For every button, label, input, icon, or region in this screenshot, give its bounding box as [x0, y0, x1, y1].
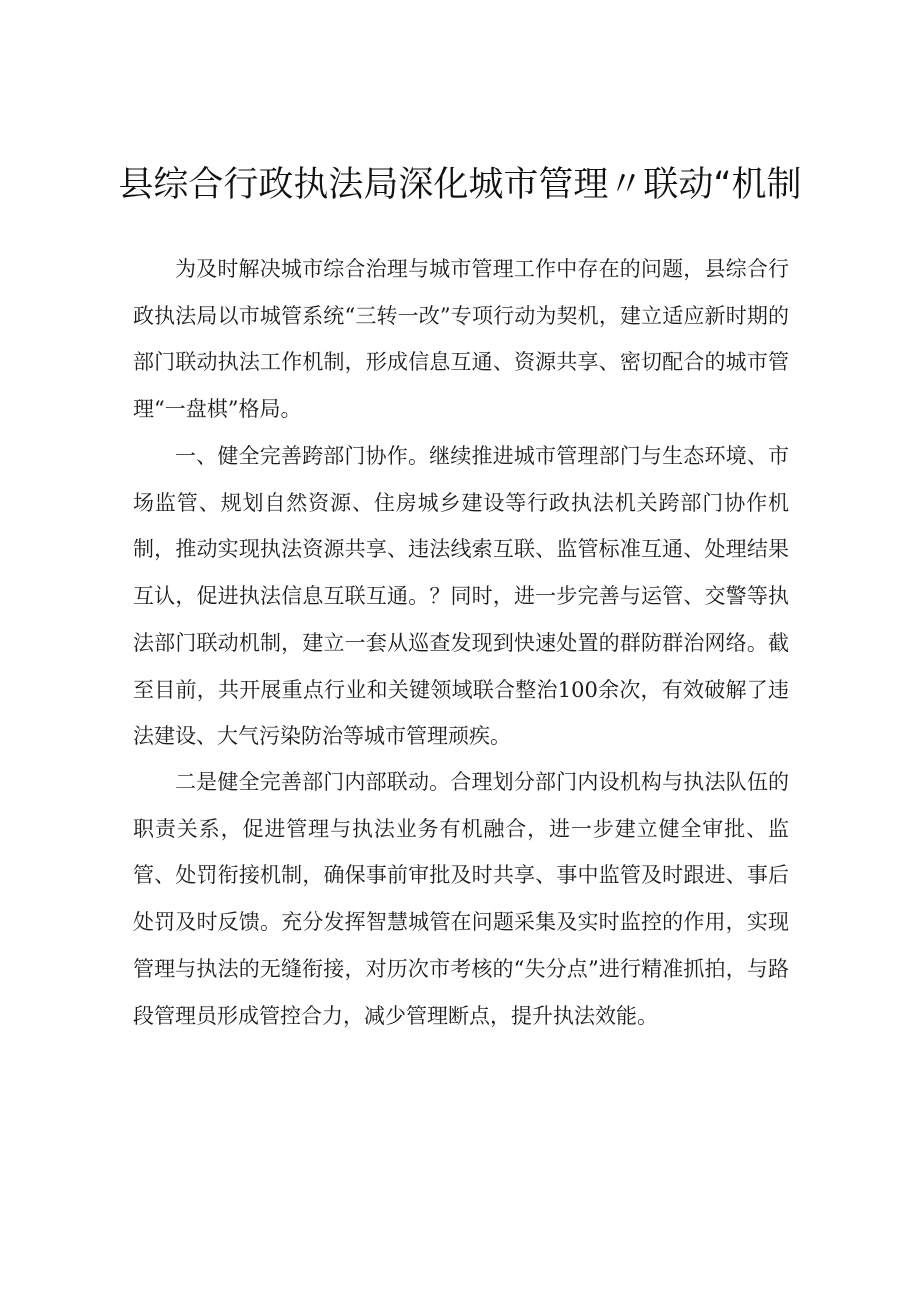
- paragraph-intro: [133, 246, 789, 433]
- paragraph-text: 为及时解决城市综合治理与城市管理工作中存在的问题，县综合行政执法局以市城管系统“三转一改”专项行动为契机，建立适应新时期的部门联动执法工作机制，形成信息互通、资源共享、密切配合的城市管理“一盘棋”格局。: [133, 257, 789, 422]
- paragraph-cross-department: [133, 433, 789, 760]
- paragraph-text: 一、健全完善跨部门协作。继续推进城市管理部门与生态环境、市场监管、规划自然资源、住房城乡建设等行政执法机关跨部门协作机制，推动实现执法资源共享、违法线索互联、监管标准互通、处理结果互认，促进执法信息互联互通。？同时，进一步完善与运管、交警等执法部门联动机制，建立一套从巡查发现到快速处置的群防群治网络。截至目前，共开展重点行业和关键领域联合整治100余次，有效破解了违法建设、大气污染防治等城市管理顽疾。: [133, 444, 789, 749]
- document-title: 县综合行政执法局深化城市管理〃联动“机制: [118, 165, 802, 205]
- paragraph-text: 二是健全完善部门内部联动。合理划分部门内设机构与执法队伍的职责关系，促进管理与执法业务有机融合，进一步建立健全审批、监管、处罚衔接机制，确保事前审批及时共享、事中监管及时跟进、事后处罚及时反馈。充分发挥智慧城管在问题采集及实时监控的作用，实现管理与执法的无缝衔接，对历次市考核的“失分点”进行精准抓拍，与路段管理员形成管控合力，减少管理断点，提升执法效能。: [133, 770, 789, 1028]
- paragraph-internal-linkage: [133, 759, 789, 1039]
